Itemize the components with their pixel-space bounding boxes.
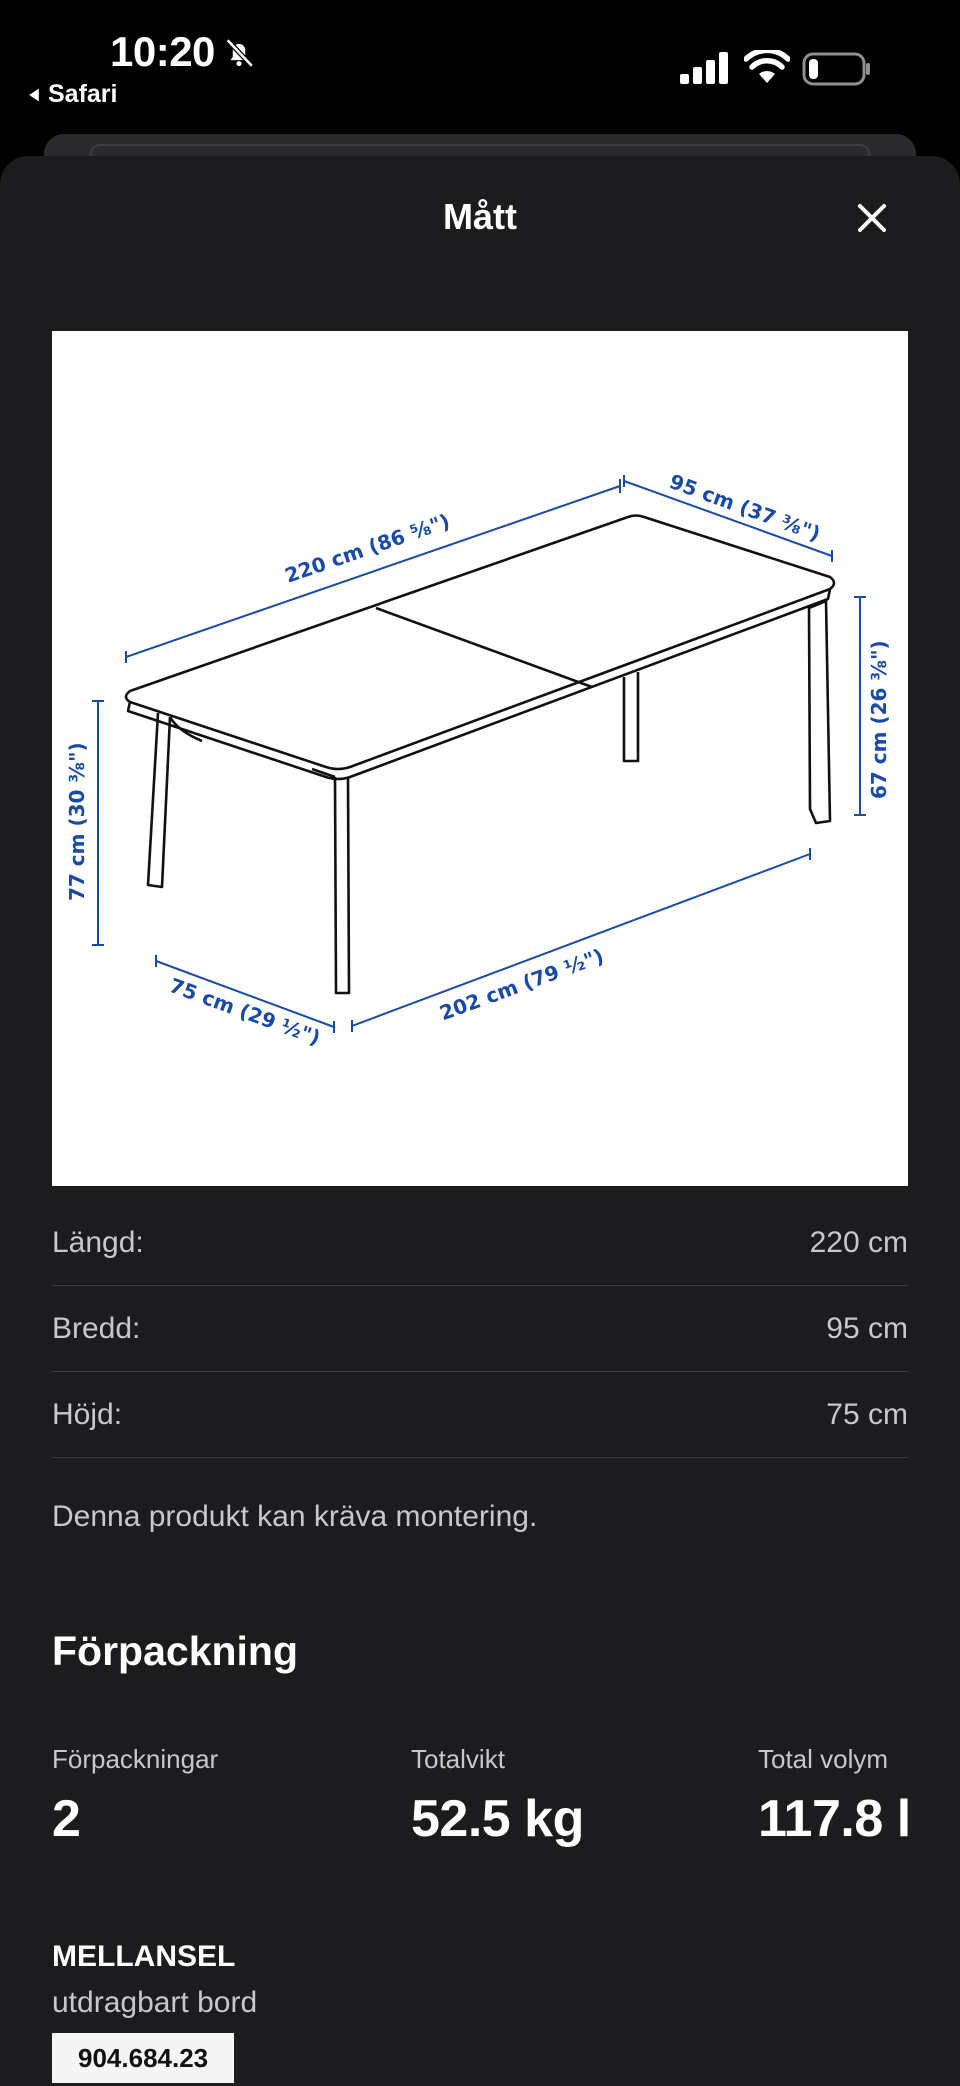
dimension-value: 95 cm	[826, 1311, 908, 1345]
table-drawing	[52, 331, 908, 1186]
leg-depth-dimension-label: 75 cm (29 ½")	[166, 973, 324, 1050]
leg-span-dimension-label: 202 cm (79 ½")	[436, 943, 607, 1026]
sheet-title: Mått	[443, 196, 517, 237]
stat-total-weight	[411, 1744, 584, 1849]
dimension-value: 75 cm	[826, 1397, 908, 1431]
back-app-label: Safari	[48, 80, 118, 108]
cellular-signal-icon	[680, 52, 730, 84]
dimension-row-height	[52, 1372, 908, 1458]
dimension-value: 220 cm	[809, 1225, 908, 1259]
dimension-label: Bredd:	[52, 1311, 141, 1345]
apron-height-dimension-label: 67 cm (26 ⅜")	[867, 640, 891, 799]
dimension-row-width	[52, 1286, 908, 1372]
dimension-label: Längd:	[52, 1225, 144, 1259]
stat-label: Förpackningar	[52, 1744, 219, 1774]
height-dimension-label: 77 cm (30 ⅜")	[65, 742, 89, 901]
dimension-lines	[92, 475, 866, 1033]
close-button[interactable]	[848, 194, 896, 242]
stat-value: 117.8 l	[758, 1790, 911, 1848]
status-bar	[0, 0, 960, 135]
bell-muted-icon	[222, 36, 256, 70]
stat-value: 52.5 kg	[411, 1790, 584, 1848]
stat-total-volume	[758, 1744, 911, 1849]
stat-label: Totalvikt	[411, 1744, 505, 1774]
back-triangle-icon	[26, 87, 42, 103]
clock: 10:20	[110, 28, 215, 75]
table-outline	[126, 516, 834, 994]
packaging-title: Förpackning	[52, 1628, 299, 1674]
stat-value: 2	[52, 1790, 81, 1848]
close-icon	[856, 202, 888, 234]
back-to-safari[interactable]	[26, 80, 117, 109]
wifi-icon	[744, 50, 790, 84]
dimension-drawing	[52, 331, 908, 1186]
battery-icon	[802, 52, 872, 86]
product-description: utdragbart bord	[52, 1986, 258, 2019]
assembly-note: Denna produkt kan kräva montering.	[52, 1500, 538, 1533]
product-name: MELLANSEL	[52, 1940, 236, 1973]
stat-label: Total volym	[758, 1744, 889, 1774]
width-dimension-label: 95 cm (37 ⅜")	[666, 469, 824, 546]
article-number-badge: 904.684.23	[52, 2033, 234, 2083]
stat-packages	[52, 1744, 218, 1849]
dimension-row-length	[52, 1200, 908, 1286]
dimension-label: Höjd:	[52, 1397, 123, 1431]
length-dimension-label: 220 cm (86 ⅝")	[281, 508, 453, 588]
